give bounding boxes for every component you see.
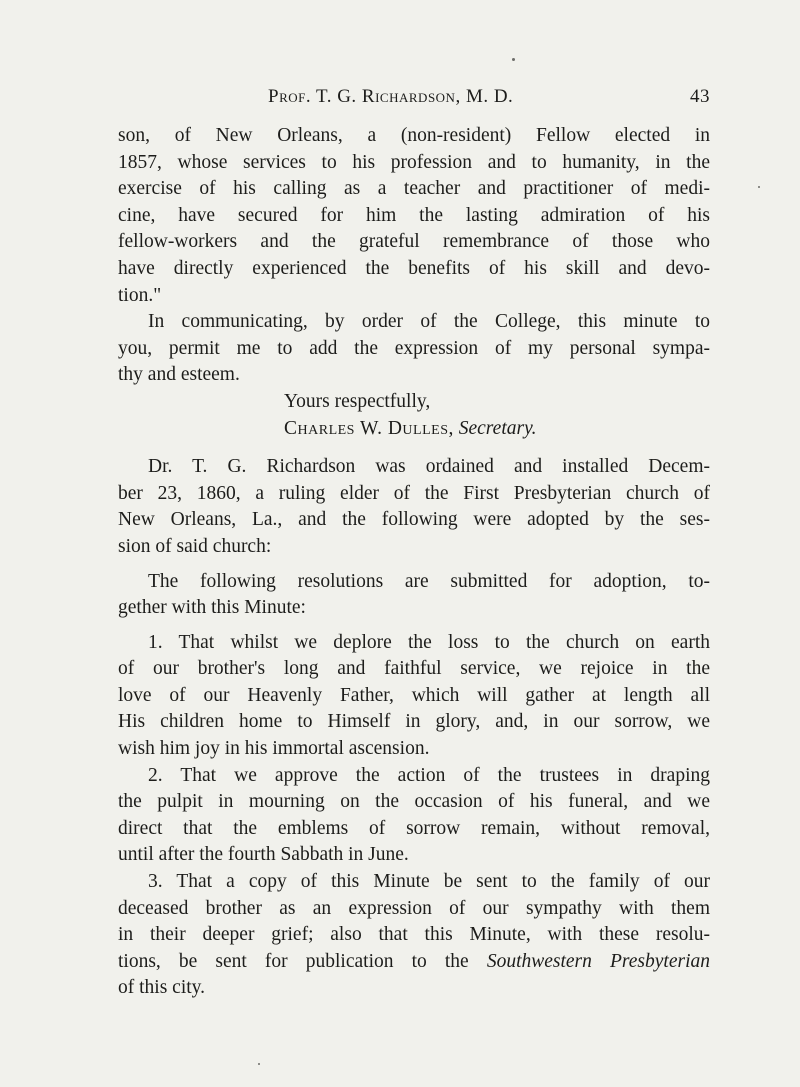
text-line: of this city. — [118, 977, 206, 999]
text-line: 2. That we approve the action of the trustees in draping — [148, 764, 710, 786]
text-line: love of our Heavenly Father, which will gather at length all — [118, 684, 710, 706]
text-line: sion of said church: — [118, 535, 272, 557]
text-line: until after the fourth Sabbath in June. — [118, 844, 409, 866]
publication-title: Southwestern Presbyterian — [486, 950, 710, 972]
signature-line — [118, 416, 710, 443]
running-head-title: Prof. T. G. Richardson, M. D. — [268, 86, 514, 107]
text-line: direct that the emblems of sorrow remain, without removal, — [118, 817, 710, 839]
text-line: Dr. T. G. Richardson was ordained and installed Decem- — [148, 456, 710, 478]
signatory-title: Secretary. — [458, 417, 537, 439]
text-line — [118, 949, 710, 976]
text-line: 1857, whose services to his profession and to humanity, in the — [118, 151, 710, 173]
text-line: the pulpit in mourning on the occasion of his funeral, and we — [118, 791, 710, 813]
paper-speck — [758, 186, 760, 188]
text-line: you, permit me to add the expression of my personal sympa- — [118, 337, 710, 359]
body-text — [118, 123, 710, 1002]
text-line: fellow-workers and the grateful remembrance of those who — [118, 231, 710, 253]
text-line: In communicating, by order of the College, this minute to — [148, 311, 710, 333]
text-line: tion." — [118, 284, 162, 306]
text-line: New Orleans, La., and the following were adopted by the ses- — [118, 509, 710, 531]
text-line: cine, have secured for him the lasting admiration of his — [118, 204, 710, 226]
text-line: 1. That whilst we deplore the loss to the church on earth — [148, 631, 710, 653]
text-line: deceased brother as an expression of our sympathy with them — [118, 897, 710, 919]
paper-speck — [258, 1063, 260, 1065]
text-line: 3. That a copy of this Minute be sent to the family of our — [148, 871, 710, 893]
text-line: The following resolutions are submitted for adoption, to- — [148, 570, 710, 592]
text-line: son, of New Orleans, a (non-resident) Fellow elected in — [118, 125, 710, 146]
text-line: thy and esteem. — [118, 364, 240, 386]
text-line: of our brother's long and faithful service, we rejoice in the — [118, 658, 710, 680]
page-number: 43 — [690, 86, 710, 107]
text-line: wish him joy in his immortal ascension. — [118, 738, 430, 760]
text-line: have directly experienced the benefits of his skill and devo- — [118, 257, 710, 279]
signatory-name: Charles W. Dulles, — [284, 417, 454, 439]
text-fragment: tions, be sent for publication to the — [118, 950, 469, 972]
text-line: gether with this Minute: — [118, 597, 306, 619]
paper-speck — [512, 58, 515, 61]
text-line: in their deeper grief; also that this Minute, with these resolu- — [118, 924, 710, 946]
text-line: His children home to Himself in glory, and, in our sorrow, we — [118, 711, 710, 733]
closing-salutation: Yours respectfully, — [284, 390, 431, 412]
text-line: ber 23, 1860, a ruling elder of the First Presbyterian church of — [118, 482, 710, 504]
text-line: exercise of his calling as a teacher and practitioner of medi- — [118, 178, 710, 200]
